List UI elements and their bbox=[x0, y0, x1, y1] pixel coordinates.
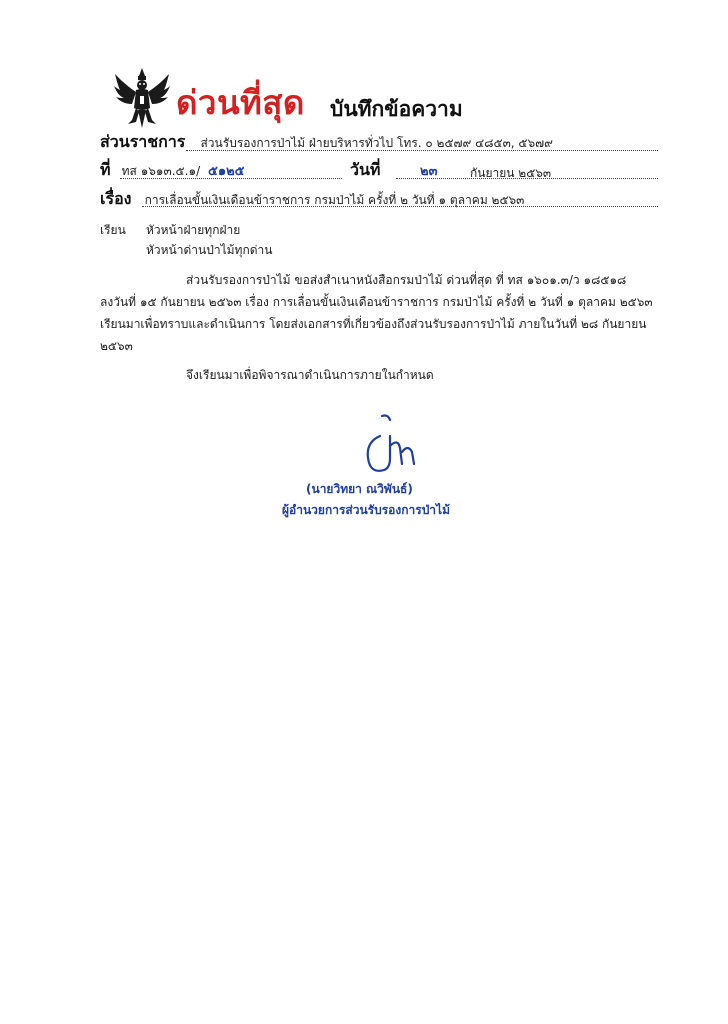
body-line-2: ลงวันที่ ๑๕ กันยายน ๒๕๖๓ เรื่อง การเลื่อนขั้นเงินเดือนข้าราชการ กรมป่าไม้ ครั้งที่ ๒ วันที่ ๑ ตุลาคม ๒๕๖๓ bbox=[100, 295, 653, 309]
salutation-line-1: หัวหน้าฝ่ายทุกฝ่าย bbox=[146, 223, 241, 237]
agency-row bbox=[100, 130, 553, 155]
handwritten-signature bbox=[360, 412, 430, 482]
date-value: กันยายน ๒๕๖๓ bbox=[470, 166, 552, 180]
subject-value: การเลื่อนขั้นเงินเดือนข้าราชการ กรมป่าไม้ ครั้งที่ ๒ วันที่ ๑ ตุลาคม ๒๕๖๓ bbox=[144, 193, 525, 207]
ref-dotline bbox=[120, 178, 342, 179]
ref-handwritten-number: ๕๑๒๕ bbox=[208, 164, 245, 179]
garuda-emblem-icon bbox=[112, 66, 172, 130]
body-line-4: ๒๕๖๓ bbox=[100, 339, 133, 353]
date-dotline bbox=[396, 178, 658, 179]
ref-value: ทส ๑๖๑๓.๕.๑/ bbox=[121, 164, 201, 178]
subject-dotline bbox=[142, 206, 658, 207]
body-line-3: เรียนมาเพื่อทราบและดำเนินการ โดยส่งเอกสารที่เกี่ยวข้องถึงส่วนรับรองการป่าไม้ ภายในวันที่ ๒๘ กันยายน bbox=[100, 317, 647, 331]
urgency-stamp: ด่วนที่สุด bbox=[176, 83, 305, 122]
memo-title: บันทึกข้อความ bbox=[330, 97, 463, 121]
closing-line: จึงเรียนมาเพื่อพิจารณาดำเนินการภายในกำหนด bbox=[186, 368, 434, 382]
subject-label: เรื่อง bbox=[100, 189, 132, 208]
signer-name: (นายวิทยา ณวิพันธ์) bbox=[306, 482, 413, 496]
agency-label: ส่วนราชการ bbox=[100, 132, 186, 151]
body-line-1: ส่วนรับรองการป่าไม้ ขอส่งสำเนาหนังสือกรมป่าไม้ ด่วนที่สุด ที่ ทส ๑๖๐๑.๓/ว ๑๘๕๑๘ bbox=[186, 273, 627, 287]
date-handwritten-day: ๒๓ bbox=[420, 164, 438, 179]
salutation-line-2: หัวหน้าด่านป่าไม้ทุกด่าน bbox=[146, 243, 273, 257]
date-label: วันที่ bbox=[350, 160, 381, 179]
agency-value: ส่วนรับรองการป่าไม้ ฝ่ายบริหารทั่วไป โทร. ๐ ๒๕๗๙ ๔๘๕๓, ๕๖๗๙ bbox=[200, 136, 553, 150]
subject-row bbox=[100, 187, 524, 212]
ref-row bbox=[100, 158, 200, 183]
salutation-label: เรียน bbox=[100, 223, 126, 237]
date-row bbox=[350, 158, 380, 183]
agency-dotline bbox=[186, 150, 658, 151]
ref-label: ที่ bbox=[100, 160, 111, 179]
signer-position: ผู้อำนวยการส่วนรับรองการป่าไม้ bbox=[282, 503, 450, 517]
